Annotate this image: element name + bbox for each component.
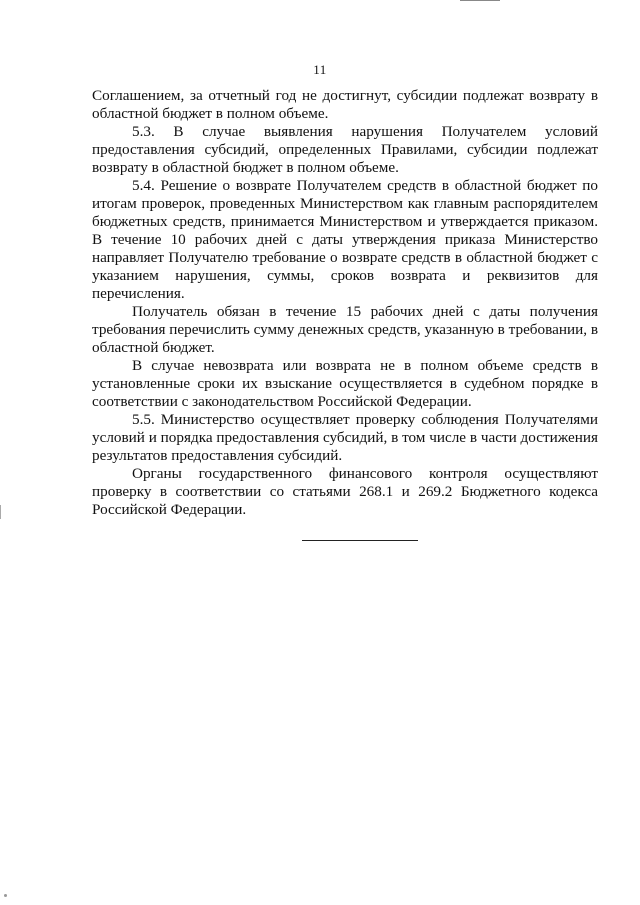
scan-speck xyxy=(4,894,7,897)
paragraph-5-4: 5.4. Решение о возврате Получателем средств в областной бюджет по итогам проверок, проведенных Министерством как главным распорядителем бюджетных средств, принимается Министерством и утверждается приказом. В течение 10 рабочих дней с даты утверждения приказа Министерство направляет Получателю требование о возврате средств в областной бюджет с указанием нарушения, суммы, сроков возврата и реквизитов для перечисления. xyxy=(92,177,598,302)
end-of-text-rule xyxy=(302,540,418,541)
paragraph-financial-control: Органы государственного финансового контроля осуществляют проверку в соответствии со статьями 268.1 и 269.2 Бюджетного кодекса Российской Федерации. xyxy=(92,465,598,518)
paragraph-recipient-obligation: Получатель обязан в течение 15 рабочих дней с даты получения требования перечислить сумму денежных средств, указанную в требовании, в областной бюджет. xyxy=(92,303,598,356)
paragraph-non-return: В случае невозврата или возврата не в полном объеме средств в установленные сроки их взыскание осуществляется в судебном порядке в соответствии с законодательством Российской Федерации. xyxy=(92,357,598,410)
document-body xyxy=(92,87,598,519)
page-number: 11 xyxy=(313,62,327,77)
paragraph-5-5: 5.5. Министерство осуществляет проверку соблюдения Получателями условий и порядка предоставления субсидий, в том числе в части достижения результатов предоставления субсидий. xyxy=(92,411,598,464)
scan-edge-mark xyxy=(0,505,1,519)
paragraph-continuation: Соглашением, за отчетный год не достигнут, субсидии подлежат возврату в областной бюджет в полном объеме. xyxy=(92,87,598,122)
scan-edge-mark xyxy=(460,0,500,1)
paragraph-5-3: 5.3. В случае выявления нарушения Получателем условий предоставления субсидий, определенных Правилами, субсидии подлежат возврату в областной бюджет в полном объеме. xyxy=(92,123,598,176)
